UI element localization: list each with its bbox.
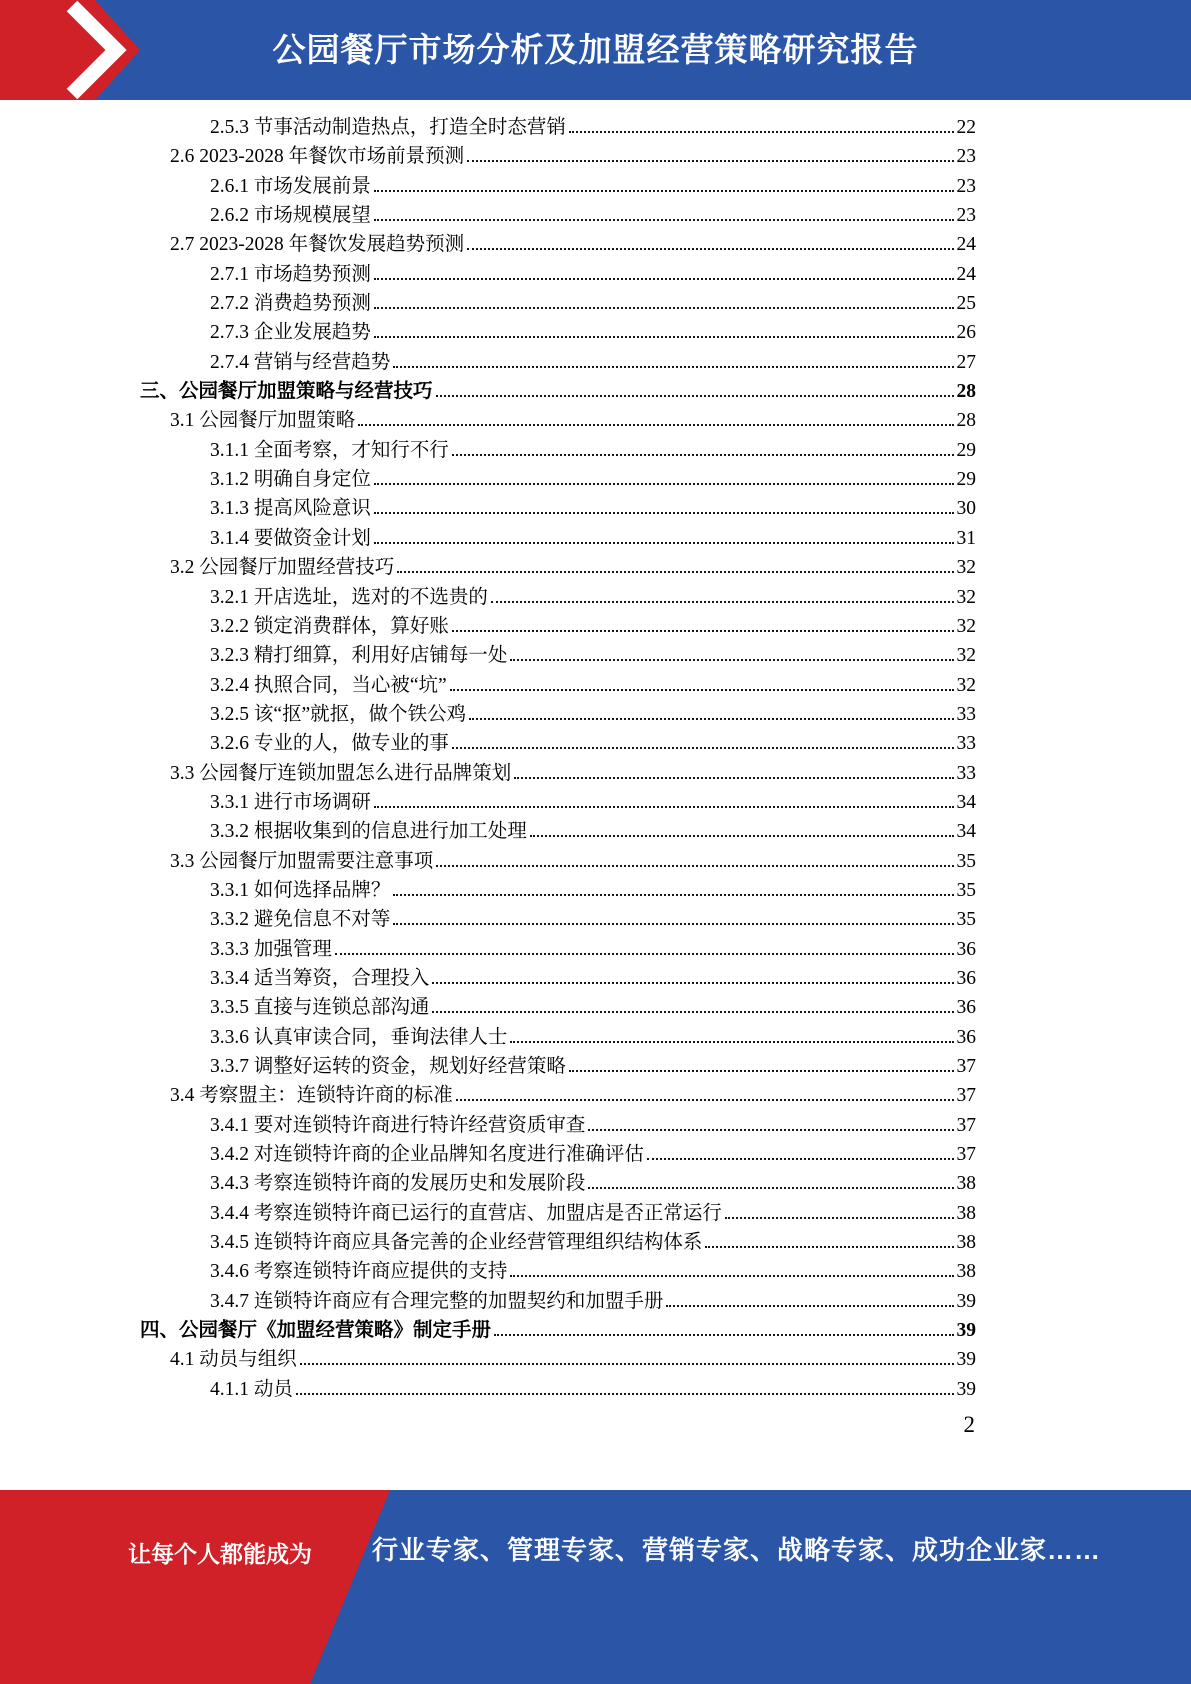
toc-entry-label: 3.4.6 考察连锁特许商应提供的支持 [210,1261,508,1283]
toc-entry [140,964,976,993]
toc-entry [140,348,976,377]
toc-entry [140,1199,976,1228]
toc-entry-page: 23 [956,146,976,168]
toc-entry-page: 36 [956,967,976,989]
toc-entry-label: 3.3.1 如何选择品牌？ [210,879,391,901]
toc-leader-dots [469,718,953,720]
toc-entry-label: 3.3.6 认真审读合同，垂询法律人士 [210,1026,508,1048]
toc-entry-page: 37 [956,1114,976,1136]
toc-entry-page: 30 [956,498,976,520]
toc-entry [140,817,976,846]
toc-leader-dots [666,1305,953,1307]
toc-entry [140,1169,976,1198]
toc-leader-dots [374,806,954,808]
toc-entry-page: 31 [956,527,976,549]
toc-entry-page: 34 [956,791,976,813]
toc-entry-page: 25 [956,293,976,315]
toc-entry [140,700,976,729]
toc-entry [140,612,976,641]
toc-entry [140,318,976,347]
toc-entry-label: 2.5.3 节事活动制造热点，打造全时态营销 [210,117,566,138]
toc-entry-page: 29 [956,469,976,491]
toc-entry [140,260,976,289]
toc-entry-label: 3.3.2 避免信息不对等 [210,909,391,931]
toc-leader-dots [530,835,954,837]
toc-entry-page: 29 [956,439,976,461]
toc-entry-label: 3.3 公园餐厅加盟需要注意事项 [170,850,434,872]
footer-banner [0,1490,1191,1684]
toc-entry-page: 32 [956,557,976,579]
toc-entry [140,1081,976,1110]
toc-entry-page: 33 [956,733,976,755]
toc-entry-page: 37 [956,1144,976,1166]
toc-entry-page: 24 [956,263,976,285]
toc-entry [140,1257,976,1286]
toc-entry-label: 3.4.2 对连锁特许商的企业品牌知名度进行准确评估 [210,1144,644,1166]
toc-leader-dots [374,512,954,514]
toc-entry [140,289,976,318]
toc-leader-dots [510,1041,953,1043]
toc-entry-label: 3.3.3 加强管理 [210,938,332,960]
toc-leader-dots [588,1129,953,1131]
toc-entry-page: 38 [956,1173,976,1195]
toc-entry [140,671,976,700]
toc-entry [140,465,976,494]
toc-entry [140,1316,976,1345]
toc-leader-dots [397,571,953,573]
toc-entry-page: 23 [956,175,976,197]
toc-entry [140,1375,976,1404]
toc-entry-label: 2.6.1 市场发展前景 [210,175,371,197]
report-title: 公园餐厅市场分析及加盟经营策略研究报告 [272,31,919,68]
toc-entry-page: 38 [956,1232,976,1254]
toc-entry-page: 33 [956,762,976,784]
toc-entry-label: 3.3 公园餐厅连锁加盟怎么进行品牌策划 [170,762,512,784]
toc-entry [140,377,976,406]
toc-entry-page: 27 [956,351,976,373]
toc-entry-label: 2.7.1 市场趋势预测 [210,263,371,285]
toc-leader-dots [588,1187,953,1189]
toc-leader-dots [647,1158,954,1160]
toc-entry [140,876,976,905]
toc-entry-label: 4.1.1 动员 [210,1378,293,1400]
toc-entry-label: 3.2.2 锁定消费群体，算好账 [210,615,449,637]
toc-leader-dots [374,483,954,485]
toc-leader-dots [374,336,954,338]
toc-entry [140,788,976,817]
toc-entry-page: 32 [956,586,976,608]
toc-entry [140,494,976,523]
toc-entry [140,524,976,553]
footer-slogan-left: 让每个人都能成为 [128,1541,312,1567]
toc-entry-label: 4.1 动员与组织 [170,1349,297,1371]
toc-entry-page: 35 [956,850,976,872]
toc-leader-dots [374,278,954,280]
toc-leader-dots [300,1363,954,1365]
toc-leader-dots [432,982,953,984]
toc-entry-label: 3.1.2 明确自身定位 [210,469,371,491]
toc-entry-page: 39 [956,1320,976,1342]
toc-entry-label: 3.1 公园餐厅加盟策略 [170,410,356,432]
toc-entry [140,759,976,788]
toc-entry-label: 三、公园餐厅加盟策略与经营技巧 [140,381,433,403]
toc-leader-dots [393,923,953,925]
toc-entry-label: 2.7.3 企业发展趋势 [210,322,371,344]
toc-entry-label: 3.3.7 调整好运转的资金，规划好经营策略 [210,1056,566,1077]
toc-entry [140,1111,976,1140]
toc-entry-page: 39 [956,1349,976,1371]
toc-entry-label: 四、公园餐厅《加盟经营策略》制定手册 [140,1320,492,1342]
toc-entry-page: 26 [956,322,976,344]
toc-leader-dots [452,747,954,749]
toc-entry-label: 3.3.1 进行市场调研 [210,791,371,813]
toc-leader-dots [436,865,953,867]
toc-leader-dots [374,307,954,309]
toc-entry-label: 3.4 考察盟主：连锁特许商的标准 [170,1085,453,1107]
toc-entry [140,1228,976,1257]
toc-leader-dots [456,1099,954,1101]
toc-entry-page: 32 [956,674,976,696]
toc-entry-page: 24 [956,234,976,256]
toc-entry-page: 32 [956,645,976,667]
toc-entry-label: 3.4.3 考察连锁特许商的发展历史和发展阶段 [210,1173,586,1195]
toc-leader-dots [393,894,953,896]
toc-entry-page: 39 [956,1290,976,1312]
toc-entry-page: 38 [956,1202,976,1224]
footer-slogan-right: 行业专家、管理专家、营销专家、战略专家、成功企业家…… [372,1535,1102,1565]
toc-entry [140,172,976,201]
toc-entry [140,993,976,1022]
toc-entry [140,583,976,612]
toc-entry-label: 2.6 2023-2028 年餐饮市场前景预测 [170,146,465,168]
toc-entry-page: 36 [956,997,976,1019]
toc-entry-label: 2.7.4 营销与经营趋势 [210,351,391,373]
toc-entry-label: 3.1.4 要做资金计划 [210,527,371,549]
toc-entry-label: 3.1.3 提高风险意识 [210,498,371,520]
toc-leader-dots [491,601,954,603]
toc-entry [140,553,976,582]
toc-entry-label: 3.2.3 精打细算，利用好店铺每一处 [210,645,508,667]
toc-leader-dots [467,248,953,250]
toc-entry [140,641,976,670]
toc-entry-label: 3.2.1 开店选址，选对的不选贵的 [210,586,488,608]
toc-entry-page: 33 [956,703,976,725]
toc-entry [140,1023,976,1052]
toc-leader-dots [436,395,954,397]
toc-entry-page: 23 [956,205,976,227]
toc-entry-page: 35 [956,879,976,901]
toc-leader-dots [374,542,954,544]
toc-entry-page: 36 [956,1026,976,1048]
toc-entry-label: 2.6.2 市场规模展望 [210,205,371,227]
toc-entry-label: 3.4.5 连锁特许商应具备完善的企业经营管理组织结构体系 [210,1232,703,1254]
toc-entry-page: 28 [956,410,976,432]
toc-leader-dots [452,630,954,632]
toc-entry-label: 3.3.4 适当筹资，合理投入 [210,967,430,989]
toc-entry [140,406,976,435]
toc-entry-label: 2.7 2023-2028 年餐饮发展趋势预测 [170,234,465,256]
toc-leader-dots [705,1246,953,1248]
toc-leader-dots [514,777,953,779]
toc-leader-dots [374,190,954,192]
toc-leader-dots [510,659,953,661]
toc-entry-page: 36 [956,938,976,960]
table-of-contents [140,113,976,1404]
toc-entry [140,729,976,758]
toc-entry-label: 3.2.4 执照合同，当心被“坑” [210,674,447,696]
toc-leader-dots [569,1070,954,1072]
footer-red-shape [0,1490,1191,1684]
toc-entry [140,436,976,465]
toc-entry-page: 37 [956,1056,976,1077]
toc-entry-page: 39 [956,1378,976,1400]
toc-entry-label: 3.2.6 专业的人，做专业的事 [210,733,449,755]
toc-entry-page: 34 [956,821,976,843]
toc-entry [140,1287,976,1316]
toc-entry [140,1140,976,1169]
toc-entry [140,230,976,259]
toc-entry [140,201,976,230]
toc-leader-dots [510,1275,953,1277]
toc-entry [140,1052,976,1081]
toc-entry [140,1345,976,1374]
toc-leader-dots [467,160,953,162]
toc-entry-label: 3.4.7 连锁特许商应有合理完整的加盟契约和加盟手册 [210,1290,664,1312]
toc-leader-dots [452,454,954,456]
toc-leader-dots [494,1334,953,1336]
toc-entry-label: 3.4.4 考察连锁特许商已运行的直营店、加盟店是否正常运行 [210,1202,722,1224]
toc-entry-page: 28 [956,381,976,403]
toc-leader-dots [358,424,953,426]
toc-entry-label: 3.3.2 根据收集到的信息进行加工处理 [210,821,527,843]
toc-entry [140,847,976,876]
header-banner [0,0,1191,100]
toc-leader-dots [335,953,954,955]
toc-entry-page: 37 [956,1085,976,1107]
toc-entry-page: 32 [956,615,976,637]
toc-entry [140,935,976,964]
toc-leader-dots [296,1393,954,1395]
toc-leader-dots [374,219,954,221]
page-number: 2 [963,1412,975,1437]
toc-entry-label: 3.3.5 直接与连锁总部沟通 [210,997,430,1019]
toc-entry [140,905,976,934]
toc-entry-label: 2.7.2 消费趋势预测 [210,293,371,315]
toc-entry-label: 3.4.1 要对连锁特许商进行特许经营资质审查 [210,1114,586,1136]
toc-entry [140,142,976,171]
toc-leader-dots [569,131,954,133]
toc-entry-page: 35 [956,909,976,931]
toc-entry [140,113,976,142]
toc-entry-page: 22 [956,117,976,138]
toc-leader-dots [432,1011,953,1013]
toc-entry-label: 3.2.5 该“抠”就抠，做个铁公鸡 [210,703,467,725]
toc-entry-page: 38 [956,1261,976,1283]
toc-entry-label: 3.1.1 全面考察，才知行不行 [210,439,449,461]
toc-leader-dots [393,366,953,368]
toc-entry-label: 3.2 公园餐厅加盟经营技巧 [170,557,395,579]
toc-leader-dots [725,1217,954,1219]
toc-leader-dots [450,689,954,691]
